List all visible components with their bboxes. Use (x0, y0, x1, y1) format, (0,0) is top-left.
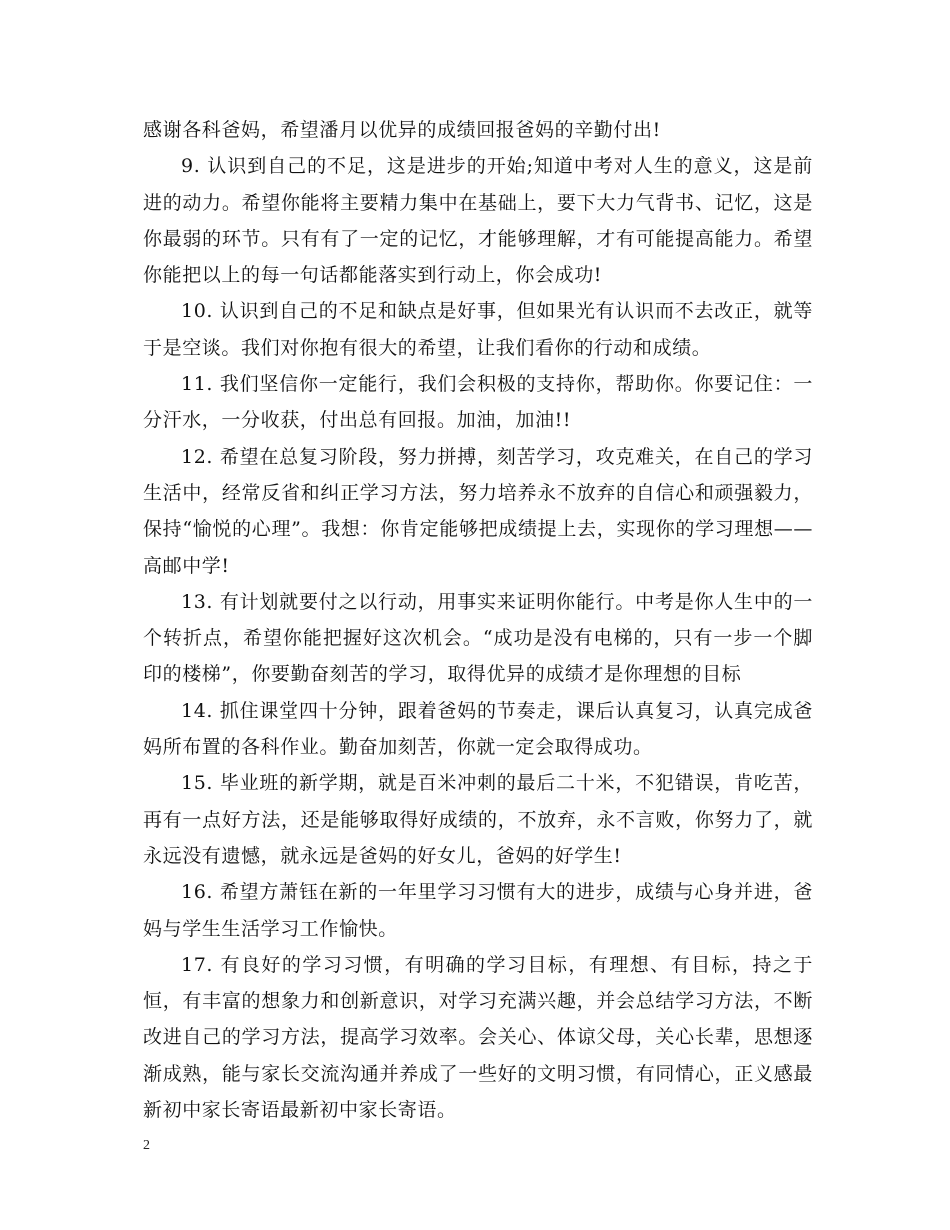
paragraph-item-17: 17. 有良好的学习习惯，有明确的学习目标，有理想、有目标，持之于恒，有丰富的想象力和创新意识，对学习充满兴趣，并会总结学习方法，不断改进自己的学习方法，提高学习效率。会关心、体谅父母，关心长辈，思想逐渐成熟，能与家长交流沟通并养成了一些好的文明习惯，有同情心，正义感最新初中家长寄语最新初中家长寄语。 (143, 953, 813, 1122)
document-body (143, 112, 813, 1128)
paragraph-item-15: 15. 毕业班的新学期，就是百米冲刺的最后二十米，不犯错误，肯吃苦，再有一点好方法，还是能够取得好成绩的，不放弃，永不言败，你努力了，就永远没有遗憾，就永远是爸妈的好女儿，爸妈的好学生! (143, 772, 813, 867)
paragraph-item-16: 16. 希望方萧钰在新的一年里学习习惯有大的进步，成绩与心身并进，爸妈与学生生活学习工作愉快。 (143, 881, 813, 940)
paragraph-item-13: 13. 有计划就要付之以行动，用事实来证明你能行。中考是你人生中的一个转折点，希望你能把握好这次机会。“成功是没有电梯的，只有一步一个脚印的楼梯”，你要勤奋刻苦的学习，取得优异的成绩才是你理想的目标 (143, 590, 813, 686)
paragraph-item-9: 9. 认识到自己的不足，这是进步的开始;知道中考对人生的意义，这是前进的动力。希望你能将主要精力集中在基础上，要下大力气背书、记忆，这是你最弱的环节。只有有了一定的记忆，才能够理解，才有可能提高能力。希望你能把以上的每一句话都能落实到行动上，你会成功! (143, 155, 813, 287)
paragraph-item-10: 10. 认识到自己的不足和缺点是好事，但如果光有认识而不去改正，就等于是空谈。我们对你抱有很大的希望，让我们看你的行动和成绩。 (143, 300, 813, 359)
page-number: 2 (143, 1138, 150, 1153)
paragraph-item-14: 14. 抓住课堂四十分钟，跟着爸妈的节奏走，课后认真复习，认真完成爸妈所布置的各科作业。勤奋加刻苦，你就一定会取得成功。 (143, 699, 813, 759)
paragraph-item-12: 12. 希望在总复习阶段，努力拼搏，刻苦学习，攻克难关，在自己的学习生活中，经常反省和纠正学习方法，努力培养永不放弃的自信心和顽强毅力，保持“愉悦的心理”。我想：你肯定能够把成绩提上去，实现你的学习理想——高邮中学! (143, 445, 813, 577)
paragraph-item-11: 11. 我们坚信你一定能行，我们会积极的支持你，帮助你。你要记住：一分汗水，一分收获，付出总有回报。加油，加油!! (143, 373, 813, 432)
paragraph-continuation: 感谢各科爸妈，希望潘月以优异的成绩回报爸妈的辛勤付出! (143, 119, 661, 141)
